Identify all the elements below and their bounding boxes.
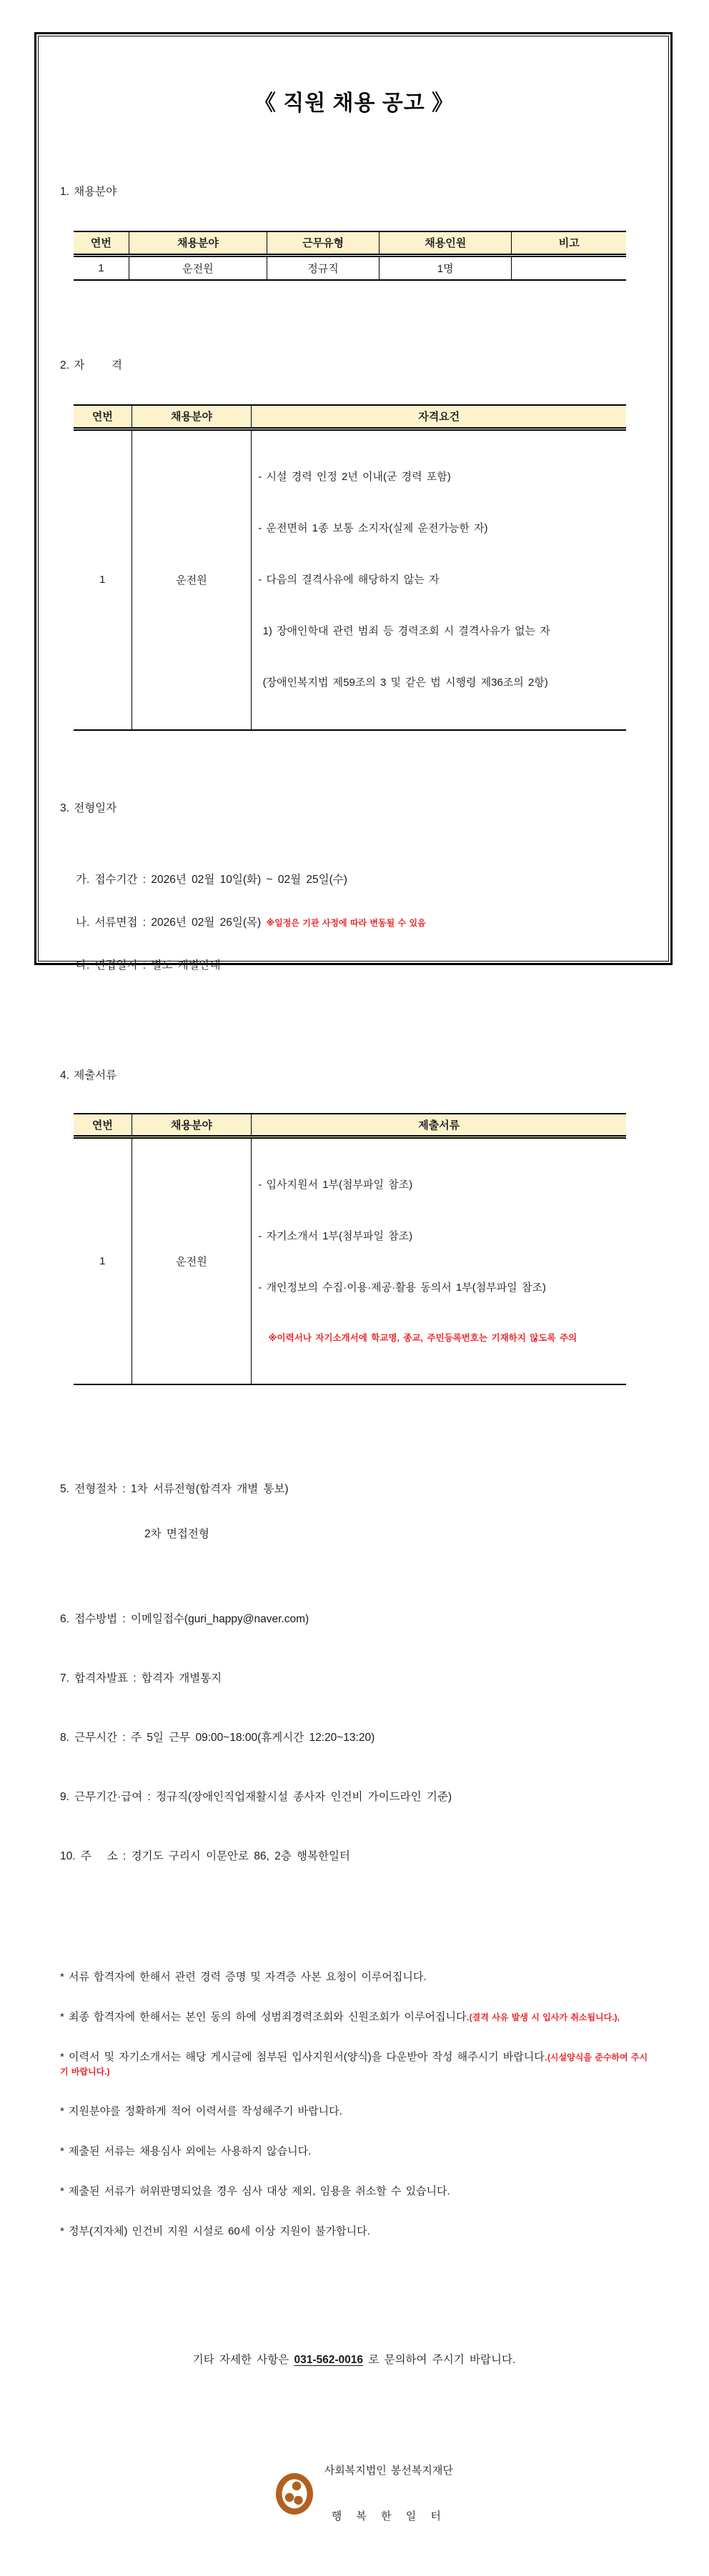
documents-line: - 개인정보의 수집·이용·제공·활용 동의서 1부(첨부파일 참조) [258,1282,546,1294]
section-1-heading: 1. 채용분야 [60,186,117,198]
documents-line: - 입사지원서 1부(첨부파일 참조) [258,1179,413,1191]
documents-col-field: 채용분야 [132,1114,252,1137]
documents-col-docs: 제출서류 [252,1114,626,1137]
note-line [60,2225,648,2239]
organization-text [324,2437,453,2550]
note-text: * 제출된 서류가 허위판명되었을 경우 심사 대상 제외, 임용을 취소할 수 있습니다. [60,2185,450,2197]
note-line [60,2105,648,2119]
documents-field: 운전원 [132,1137,252,1385]
qualification-table-header-row [74,405,626,429]
schedule-item-note: ※일정은 기관 사정에 따라 변동될 수 있음 [266,917,426,928]
qualification-col-req: 자격요건 [252,405,626,429]
note-text: * 서류 합격자에 한해서 관련 경력 증명 및 자격증 사본 요청이 이루어집니다. [60,1971,427,1983]
doc-title: 《 직원 채용 공고 》 [254,91,455,115]
recruit-table-header-row [74,231,626,255]
qualification-table [74,404,626,731]
schedule-item [76,957,648,974]
qualification-requirements [252,429,626,730]
note-line [60,2185,648,2199]
schedule-item-text: 가. 접수기간 : 2026년 02월 10일(화) ~ 02월 25일(수) [76,873,347,886]
section-6: 6. 접수방법 : 이메일접수(guri_happy@naver.com) [60,1613,309,1625]
qualification-line: - 시설 경력 인정 2년 이내(군 경력 포함) [258,470,451,483]
documents-no: 1 [74,1137,132,1385]
recruit-table-row [74,255,626,280]
page-border-inner [38,36,669,2522]
documents-list [252,1137,626,1385]
qualification-line: 1) 장애인학대 관련 범죄 등 경력조회 시 결격사유가 없는 자 [258,624,550,637]
recruit-table [74,231,626,281]
qualification-line: - 다음의 결격사유에 해당하지 않는 자 [258,573,440,586]
documents-col-no: 연번 [74,1114,132,1137]
recruit-col-field: 채용분야 [129,231,267,255]
recruit-headcount: 1명 [379,255,512,280]
procedure-line-2: 2차 면접전형 [144,1528,209,1540]
note-red-text: (시설양식을 준수하여 주시기 바랍니다.) [60,2052,648,2077]
recruit-worktype: 정규직 [267,255,380,280]
page-border [34,32,673,2522]
note-line [60,2145,648,2159]
recruit-col-worktype: 근무유형 [267,231,380,255]
procedure-line-1: 5. 전형절차 : 1차 서류전형(합격자 개별 통보) [60,1483,289,1495]
recruit-no: 1 [74,255,129,280]
qualification-table-row [74,429,626,730]
schedule-item [76,872,648,889]
contact-line [60,2351,648,2367]
note-line [60,2010,648,2025]
note-text: * 최종 합격자에 한해서는 본인 동의 하에 성범죄경력조회와 신원조회가 이루어집니다. [60,2011,470,2023]
qualification-col-no: 연번 [74,405,132,429]
section-2-heading: 2. 자 격 [60,359,123,371]
recruit-col-remark: 비고 [512,231,626,255]
qualification-no: 1 [74,429,132,730]
section-9: 9. 근무기간·급여 : 정규직(장애인직업재활시설 종사자 인건비 가이드라인 기준) [60,1791,452,1803]
schedule-item-text: 나. 서류면접 : 2026년 02월 26일(목) [76,916,267,929]
recruit-col-headcount: 채용인원 [379,231,512,255]
documents-warning: ※이력서나 자기소개서에 학교명, 종교, 주민등록번호는 기재하지 않도록 주의 [268,1333,577,1343]
recruit-col-no: 연번 [74,231,129,255]
recruit-remark [512,255,626,280]
note-red-text: (결격 사유 발생 시 입사가 취소됩니다.), [469,2012,620,2022]
section-5 [60,1457,648,1567]
organization-name: 사회복지법인 봉선복지재단 [324,2465,453,2477]
section-4-heading: 4. 제출서류 [60,1069,117,1082]
document-content [39,36,668,2576]
qualification-line: - 운전면허 1종 보통 소지자(실제 운전가능한 자) [258,521,488,534]
section-10: 10. 주 소 : 경기도 구리시 이문안로 86, 2층 행복한일터 [60,1850,350,1862]
recruit-field: 운전원 [129,255,267,280]
note-line [60,1970,648,1985]
qualification-col-field: 채용분야 [132,405,252,429]
contact-suffix: 로 문의하여 주시기 바랍니다. [363,2354,516,2366]
documents-line: - 자기소개서 1부(첨부파일 참조) [258,1230,413,1242]
note-text: * 이력서 및 자기소개서는 해당 게시글에 첨부된 입사지원서(양식)을 다운받아 작성 해주시기 바랍니다. [60,2051,547,2063]
qualification-line: (장애인복지법 제59조의 3 및 같은 법 시행령 제36조의 2항) [258,676,548,689]
note-line [60,2050,648,2079]
note-text: * 제출된 서류는 채용심사 외에는 사용하지 않습니다. [60,2145,312,2157]
foundation-logo-icon [255,2472,314,2516]
schedule-list [76,846,648,1000]
contact-prefix: 기타 자세한 사항은 [192,2354,294,2366]
qualification-field: 운전원 [132,429,252,730]
organization-slogan: 행 복 한 일 터 [331,2510,446,2522]
notes-list [60,1945,648,2265]
note-text: * 지원분야를 정확하게 적어 이력서를 작성해주기 바랍니다. [60,2105,342,2117]
documents-table [74,1113,626,1386]
schedule-item [76,914,648,932]
documents-table-row [74,1137,626,1385]
section-3-heading: 3. 전형일자 [60,802,117,814]
section-8: 8. 근무시간 : 주 5일 근무 09:00~18:00(휴게시간 12:20~13:20) [60,1732,375,1744]
section-7: 7. 합격자발표 : 합격자 개별통지 [60,1672,222,1684]
schedule-item-text: 다. 면접일시 : 별도 개별안내 [76,959,221,972]
note-text: * 정부(지자체) 인건비 지원 시설로 60세 이상 지원이 불가합니다. [60,2225,370,2237]
organization-block [60,2437,648,2550]
documents-table-header-row [74,1114,626,1137]
phone-number: 031-562-0016 [294,2354,364,2366]
